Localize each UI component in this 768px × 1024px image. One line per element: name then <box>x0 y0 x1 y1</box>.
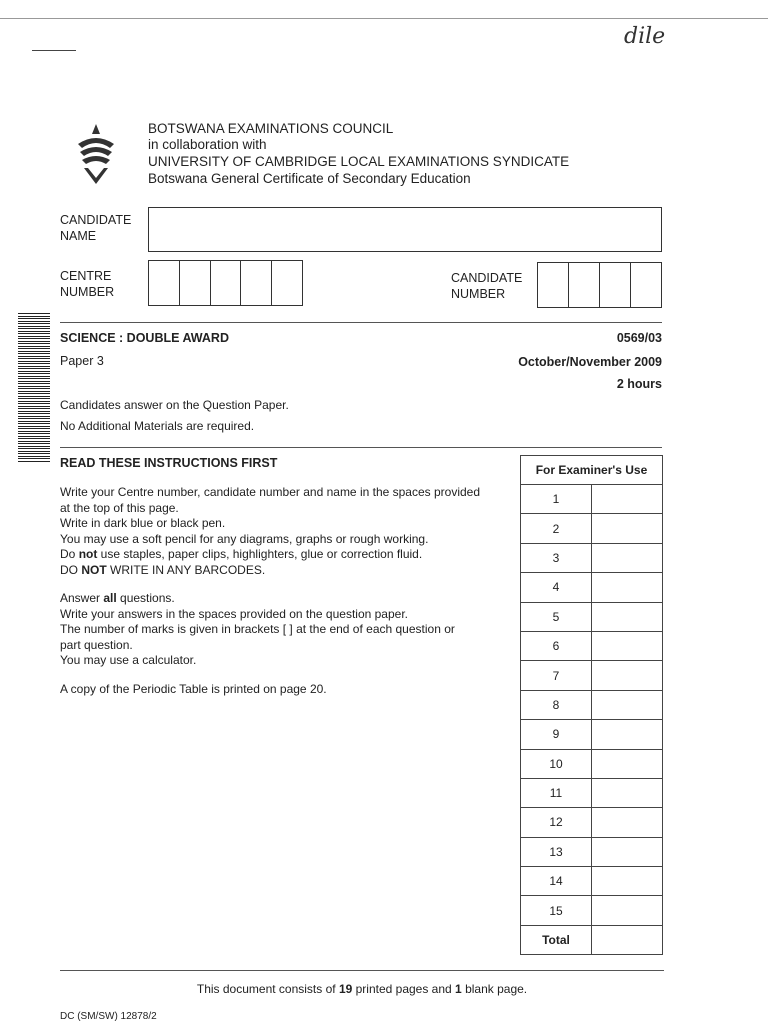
centre-number-box[interactable] <box>148 260 303 306</box>
materials-line-2: No Additional Materials are required. <box>60 419 255 433</box>
examiner-row <box>521 867 663 896</box>
mark-cell[interactable] <box>592 543 663 572</box>
examiner-row <box>521 778 663 807</box>
barcode <box>18 312 50 462</box>
candidate-number-box[interactable] <box>537 262 662 308</box>
examiner-use-table <box>520 455 663 955</box>
centre-number-label: CENTRE NUMBER <box>60 269 115 299</box>
question-number: 12 <box>521 808 592 837</box>
examiner-row <box>521 749 663 778</box>
examiner-row <box>521 573 663 602</box>
periodic-table-note: A copy of the Periodic Table is printed on page 20. <box>60 682 327 696</box>
exam-session: October/November 2009 <box>518 355 662 369</box>
divider-3 <box>60 970 664 971</box>
examiner-row <box>521 631 663 660</box>
mark-cell[interactable] <box>592 661 663 690</box>
examiner-row <box>521 661 663 690</box>
question-number: 5 <box>521 602 592 631</box>
crest-logo <box>70 122 122 188</box>
mark-cell[interactable] <box>592 514 663 543</box>
question-number: 7 <box>521 661 592 690</box>
page-top-edge <box>0 18 768 19</box>
mark-cell[interactable] <box>592 749 663 778</box>
examiner-row <box>521 543 663 572</box>
syndicate-name: UNIVERSITY OF CAMBRIDGE LOCAL EXAMINATIONS SYNDICATE <box>148 154 570 169</box>
mark-cell[interactable] <box>592 690 663 719</box>
org-name: BOTSWANA EXAMINATIONS COUNCIL <box>148 121 394 136</box>
question-number: 2 <box>521 514 592 543</box>
instructions-heading: READ THESE INSTRUCTIONS FIRST <box>60 456 278 470</box>
handwritten-note: dile <box>624 24 666 49</box>
certificate-name: Botswana General Certificate of Secondary Education <box>148 171 471 186</box>
question-number: 9 <box>521 720 592 749</box>
examiner-row <box>521 896 663 925</box>
divider-1 <box>60 322 662 323</box>
mark-cell[interactable] <box>592 778 663 807</box>
question-number: 1 <box>521 485 592 514</box>
examiner-heading: For Examiner's Use <box>521 456 663 485</box>
question-number: 8 <box>521 690 592 719</box>
mark-cell[interactable] <box>592 602 663 631</box>
mark-cell[interactable] <box>592 573 663 602</box>
total-mark-cell[interactable] <box>592 925 663 954</box>
instructions-block-2: Answer all questions. Write your answers in the spaces provided on the question paper. The number of marks is given in brackets [ ] at the end of each question or part question. You may use a calculator. <box>60 591 455 667</box>
scan-mark <box>32 50 76 51</box>
divider-2 <box>60 447 662 448</box>
candidate-name-label: CANDIDATE NAME <box>60 213 132 243</box>
instructions-block-1: Write your Centre number, candidate number and name in the spaces provided at the top of this page. Write in dark blue or black pen. You may use a soft pencil for any diagrams, graphs or rough working. Do not use staples, paper clips, highlighters, glue or correction fluid. DO NOT WRITE IN ANY BARCODES. <box>60 485 481 577</box>
question-number: 13 <box>521 837 592 866</box>
examiner-row <box>521 602 663 631</box>
examiner-row <box>521 720 663 749</box>
mark-cell[interactable] <box>592 867 663 896</box>
question-number: 15 <box>521 896 592 925</box>
mark-cell[interactable] <box>592 808 663 837</box>
mark-cell[interactable] <box>592 631 663 660</box>
mark-cell[interactable] <box>592 485 663 514</box>
candidate-name-box[interactable] <box>148 207 662 252</box>
examiner-total-row <box>521 925 663 954</box>
examiner-row <box>521 808 663 837</box>
question-number: 14 <box>521 867 592 896</box>
document-code: DC (SM/SW) 12878/2 <box>60 1011 157 1022</box>
examiner-row <box>521 514 663 543</box>
examiner-row <box>521 485 663 514</box>
page-count-note: This document consists of 19 printed pages and 1 blank page. <box>196 982 528 996</box>
candidate-number-label: CANDIDATE NUMBER <box>451 271 523 301</box>
paper-code: 0569/03 <box>616 331 662 345</box>
question-number: 6 <box>521 631 592 660</box>
exam-duration: 2 hours <box>616 377 662 391</box>
collab-text: in collaboration with <box>148 137 267 152</box>
question-number: 11 <box>521 778 592 807</box>
mark-cell[interactable] <box>592 720 663 749</box>
examiner-row <box>521 690 663 719</box>
materials-line-1: Candidates answer on the Question Paper. <box>60 398 289 412</box>
paper-number: Paper 3 <box>60 354 104 368</box>
mark-cell[interactable] <box>592 837 663 866</box>
question-number: 4 <box>521 573 592 602</box>
subject-title: SCIENCE : DOUBLE AWARD <box>60 331 229 345</box>
mark-cell[interactable] <box>592 896 663 925</box>
question-number: 3 <box>521 543 592 572</box>
question-number: 10 <box>521 749 592 778</box>
total-label: Total <box>521 925 592 954</box>
examiner-row <box>521 837 663 866</box>
